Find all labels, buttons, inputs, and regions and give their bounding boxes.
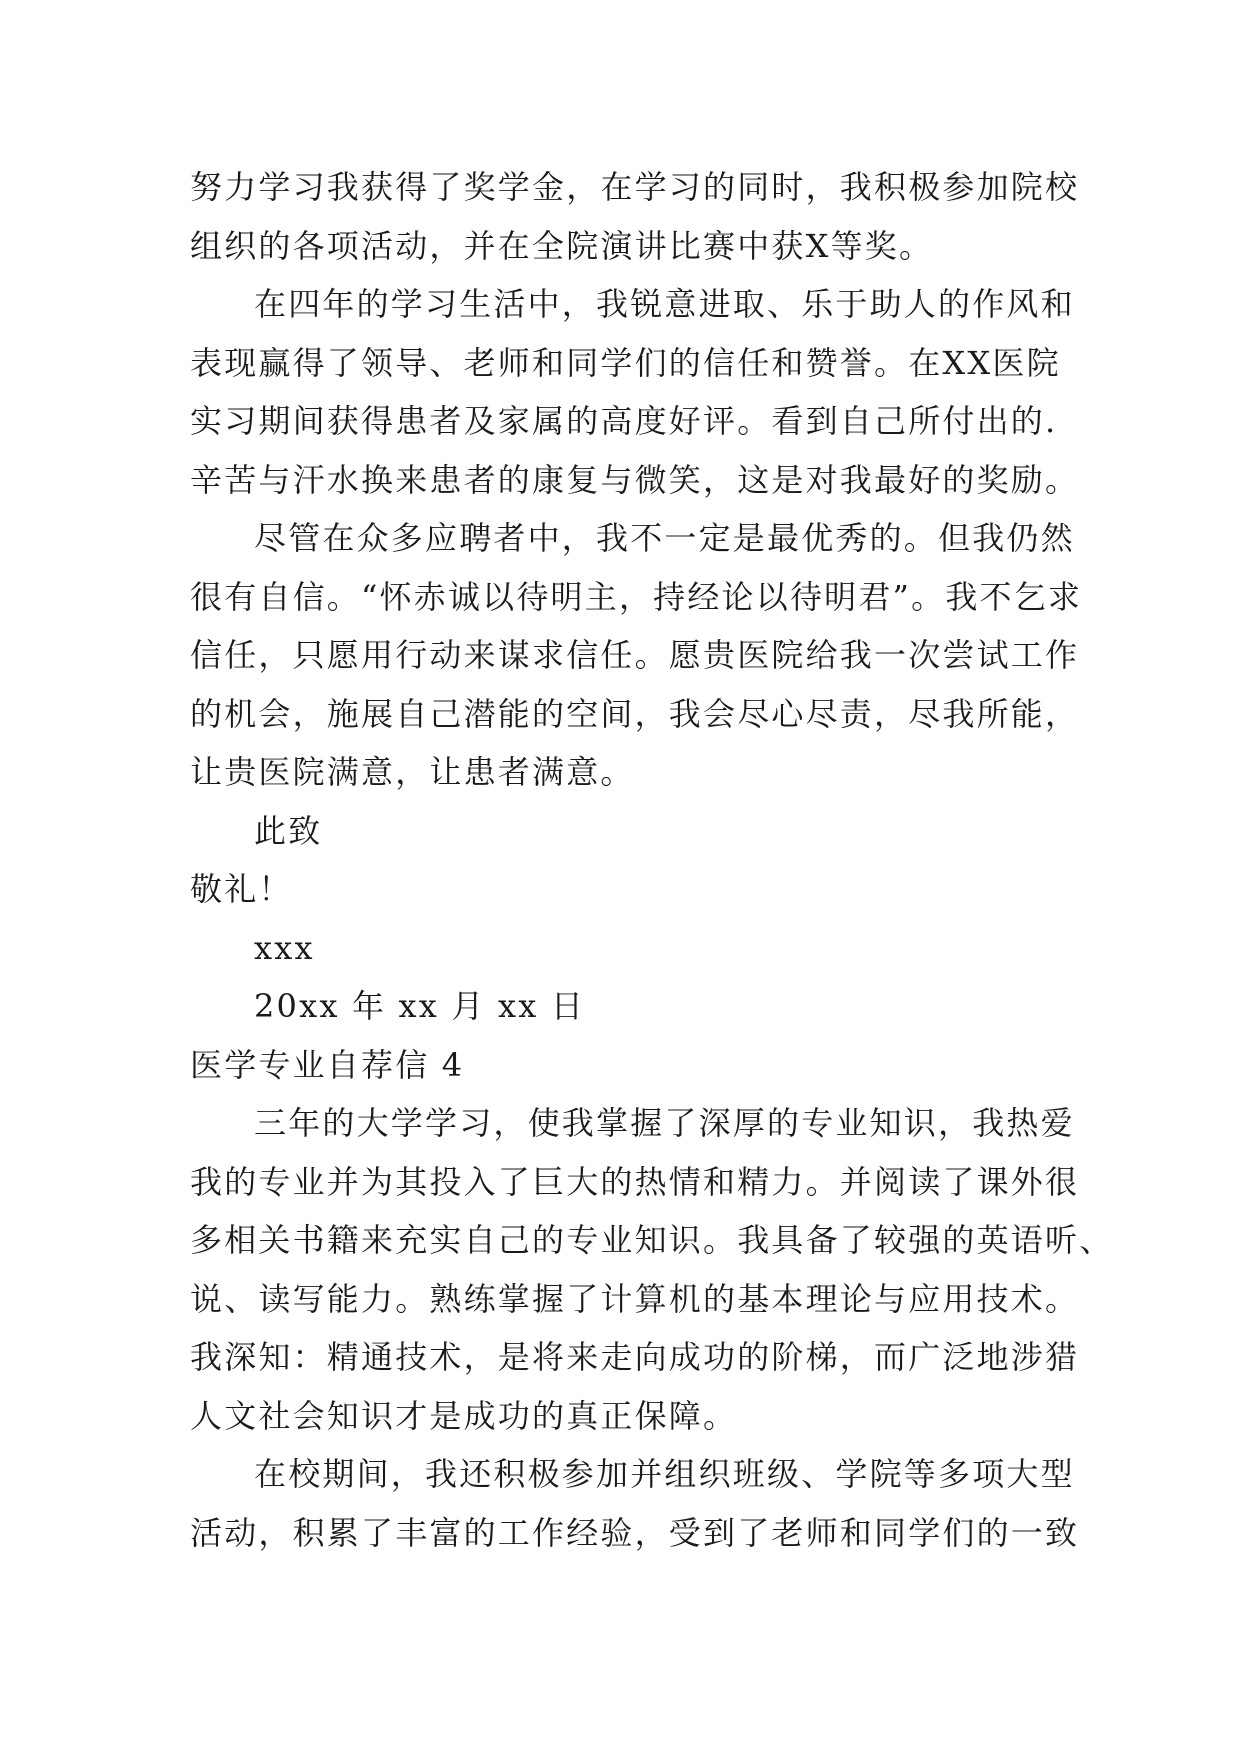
text-line: 此致 xyxy=(254,811,323,850)
text-line: 努力学习我获得了奖学金，在学习的同时，我积极参加院校 xyxy=(190,168,1080,206)
text-line: 表现赢得了领导、老师和同学们的信任和赞誉。在XX医院 xyxy=(190,343,1061,382)
text-line: 三年的大学学习，使我掌握了深厚的专业知识，我热爱 xyxy=(254,1104,1075,1142)
text-line: 医学专业自荐信 4 xyxy=(190,1045,465,1084)
text-line: 敬礼！ xyxy=(190,870,293,908)
text-line: 在四年的学习生活中，我锐意进取、乐于助人的作风和 xyxy=(254,285,1075,323)
text-line: 信任，只愿用行动来谋求信任。愿贵医院给我一次尝试工作 xyxy=(190,636,1080,674)
text-line: 我的专业并为其投入了巨大的热情和精力。并阅读了课外很 xyxy=(190,1162,1080,1201)
text-line: 组织的各项活动，并在全院演讲比赛中获X等奖。 xyxy=(190,226,934,265)
text-line: 实习期间获得患者及家属的高度好评。看到自己所付出的. xyxy=(190,402,1058,440)
text-line: 很有自信。“怀赤诚以待明主，持经论以待明君”。我不乞求 xyxy=(190,577,1083,616)
text-line: 让贵医院满意，让患者满意。 xyxy=(190,753,635,791)
text-line: 活动，积累了丰富的工作经验，受到了老师和同学们的一致 xyxy=(190,1513,1080,1552)
text-line: 的机会，施展自己潜能的空间，我会尽心尽责，尽我所能， xyxy=(190,694,1080,733)
text-line: 人文社会知识才是成功的真正保障。 xyxy=(190,1396,738,1435)
text-line: 尽管在众多应聘者中，我不一定是最优秀的。但我仍然 xyxy=(254,519,1075,557)
text-line: xxx xyxy=(254,928,315,967)
text-line: 说、读写能力。熟练掌握了计算机的基本理论与应用技术。 xyxy=(190,1279,1080,1318)
text-line: 多相关书籍来充实自己的专业知识。我具备了较强的英语听、 xyxy=(190,1221,1114,1259)
text-line: 在校期间，我还积极参加并组织班级、学院等多项大型 xyxy=(254,1455,1075,1493)
text-line: 20xx 年 xx 月 xx 日 xyxy=(254,987,586,1025)
text-line: 辛苦与汗水换来患者的康复与微笑，这是对我最好的奖励。 xyxy=(190,460,1080,499)
text-line: 我深知：精通技术，是将来走向成功的阶梯，而广泛地涉猎 xyxy=(190,1338,1080,1376)
letter-body xyxy=(190,158,1114,1562)
